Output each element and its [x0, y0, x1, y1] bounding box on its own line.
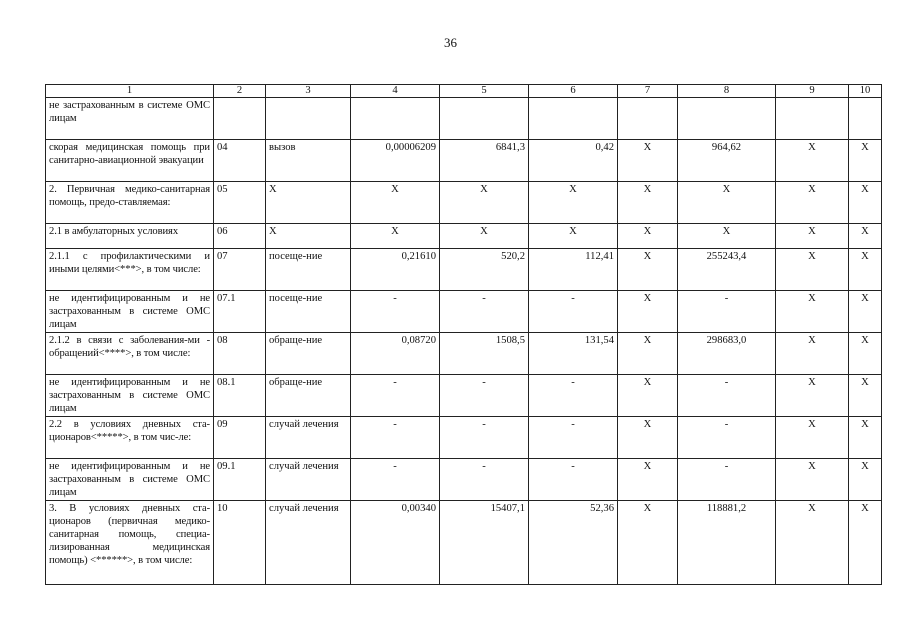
header-cell-2: 2 [214, 85, 266, 98]
row-value-5: - [440, 417, 529, 459]
table-row [46, 459, 882, 501]
row-code: 04 [214, 140, 266, 182]
row-value-10: X [849, 417, 882, 459]
row-value-8: 118881,2 [678, 501, 776, 585]
row-code: 09 [214, 417, 266, 459]
row-unit: X [266, 182, 351, 224]
table-row [46, 224, 882, 249]
row-value-4: 0,08720 [351, 333, 440, 375]
row-label: не идентифицированным и не застрахованным в системе ОМС лицам [46, 375, 214, 417]
row-value-8: - [678, 459, 776, 501]
row-value-7: X [618, 291, 678, 333]
row-value-8: X [678, 224, 776, 249]
row-value-9: X [776, 417, 849, 459]
row-value-4: 0,00340 [351, 501, 440, 585]
row-value-5: X [440, 224, 529, 249]
row-value-9: X [776, 333, 849, 375]
table-row [46, 182, 882, 224]
row-label: не идентифицированным и не застрахованным в системе ОМС лицам [46, 459, 214, 501]
row-value-10: X [849, 249, 882, 291]
table-row [46, 291, 882, 333]
row-value-7: X [618, 375, 678, 417]
row-value-4: X [351, 224, 440, 249]
row-value-6: - [529, 291, 618, 333]
row-label: 3. В условиях дневных ста-ционаров (первичная медико-санитарная помощь, специа-лизированная медицинская помощь) <******>, в том числе: [46, 501, 214, 585]
header-cell-10: 10 [849, 85, 882, 98]
row-value-10: X [849, 375, 882, 417]
table-row [46, 98, 882, 140]
row-value-7: X [618, 249, 678, 291]
table-row [46, 375, 882, 417]
row-code: 07 [214, 249, 266, 291]
row-value-6: X [529, 182, 618, 224]
table-row [46, 501, 882, 585]
row-code: 05 [214, 182, 266, 224]
table-row [46, 249, 882, 291]
row-value-9: X [776, 140, 849, 182]
row-value-4: - [351, 417, 440, 459]
row-unit: случай лечения [266, 459, 351, 501]
row-value-8 [678, 98, 776, 140]
row-value-10: X [849, 291, 882, 333]
row-value-4: - [351, 375, 440, 417]
row-unit: посеще-ние [266, 249, 351, 291]
row-value-6: 0,42 [529, 140, 618, 182]
row-value-4: - [351, 291, 440, 333]
row-value-6: - [529, 459, 618, 501]
row-value-10: X [849, 459, 882, 501]
row-value-7: X [618, 140, 678, 182]
row-value-5: 6841,3 [440, 140, 529, 182]
row-code: 08.1 [214, 375, 266, 417]
row-value-8: - [678, 417, 776, 459]
row-value-4: 0,21610 [351, 249, 440, 291]
row-unit: случай лечения [266, 417, 351, 459]
row-value-6: X [529, 224, 618, 249]
row-code: 06 [214, 224, 266, 249]
header-cell-8: 8 [678, 85, 776, 98]
row-value-5: 1508,5 [440, 333, 529, 375]
row-value-5: X [440, 182, 529, 224]
row-value-9: X [776, 182, 849, 224]
header-cell-5: 5 [440, 85, 529, 98]
row-value-8: - [678, 291, 776, 333]
row-value-6: 112,41 [529, 249, 618, 291]
row-value-8: X [678, 182, 776, 224]
row-label: 2. Первичная медико-санитарная помощь, предо-ставляемая: [46, 182, 214, 224]
row-value-7: X [618, 182, 678, 224]
row-unit: обраще-ние [266, 333, 351, 375]
row-value-10: X [849, 501, 882, 585]
row-value-9: X [776, 459, 849, 501]
row-label: 2.1.2 в связи с заболевания-ми - обращений<****>, в том числе: [46, 333, 214, 375]
row-code: 07.1 [214, 291, 266, 333]
row-value-4 [351, 98, 440, 140]
row-value-10: X [849, 140, 882, 182]
row-unit [266, 98, 351, 140]
row-value-4: - [351, 459, 440, 501]
row-label: не застрахованным в системе ОМС лицам [46, 98, 214, 140]
row-label: 2.1 в амбулаторных условиях [46, 224, 214, 249]
row-value-8: 298683,0 [678, 333, 776, 375]
row-value-5: 15407,1 [440, 501, 529, 585]
row-value-7 [618, 98, 678, 140]
row-value-8: - [678, 375, 776, 417]
row-value-5 [440, 98, 529, 140]
header-cell-4: 4 [351, 85, 440, 98]
row-value-6: - [529, 417, 618, 459]
row-value-4: X [351, 182, 440, 224]
row-value-8: 255243,4 [678, 249, 776, 291]
table-row [46, 140, 882, 182]
row-value-6: - [529, 375, 618, 417]
header-cell-3: 3 [266, 85, 351, 98]
header-cell-1: 1 [46, 85, 214, 98]
row-value-10: X [849, 224, 882, 249]
page-number: 36 [444, 35, 457, 50]
row-value-5: 520,2 [440, 249, 529, 291]
row-value-10 [849, 98, 882, 140]
row-value-5: - [440, 459, 529, 501]
row-value-6 [529, 98, 618, 140]
row-value-9: X [776, 249, 849, 291]
row-value-5: - [440, 375, 529, 417]
header-cell-9: 9 [776, 85, 849, 98]
row-value-9: X [776, 375, 849, 417]
row-label: не идентифицированным и не застрахованным в системе ОМС лицам [46, 291, 214, 333]
row-value-5: - [440, 291, 529, 333]
table-row [46, 333, 882, 375]
row-value-4: 0,00006209 [351, 140, 440, 182]
row-code: 10 [214, 501, 266, 585]
row-unit: посеще-ние [266, 291, 351, 333]
row-value-6: 131,54 [529, 333, 618, 375]
row-value-7: X [618, 459, 678, 501]
row-unit: X [266, 224, 351, 249]
row-code [214, 98, 266, 140]
table-row [46, 417, 882, 459]
row-value-9 [776, 98, 849, 140]
header-cell-7: 7 [618, 85, 678, 98]
row-label: 2.2 в условиях дневных ста-ционаров<*****>, в том чис-ле: [46, 417, 214, 459]
header-row [46, 85, 882, 98]
row-value-9: X [776, 224, 849, 249]
row-value-6: 52,36 [529, 501, 618, 585]
row-label: скорая медицинская помощь при санитарно-авиационной эвакуации [46, 140, 214, 182]
row-unit: вызов [266, 140, 351, 182]
row-value-7: X [618, 333, 678, 375]
header-cell-6: 6 [529, 85, 618, 98]
row-value-7: X [618, 501, 678, 585]
row-value-7: X [618, 224, 678, 249]
row-value-10: X [849, 182, 882, 224]
row-unit: случай лечения [266, 501, 351, 585]
row-value-10: X [849, 333, 882, 375]
row-value-8: 964,62 [678, 140, 776, 182]
row-value-9: X [776, 501, 849, 585]
medical-care-table [45, 84, 882, 585]
row-code: 08 [214, 333, 266, 375]
row-code: 09.1 [214, 459, 266, 501]
row-value-9: X [776, 291, 849, 333]
row-value-7: X [618, 417, 678, 459]
row-label: 2.1.1 с профилактическими и иными целями<***>, в том числе: [46, 249, 214, 291]
row-unit: обраще-ние [266, 375, 351, 417]
